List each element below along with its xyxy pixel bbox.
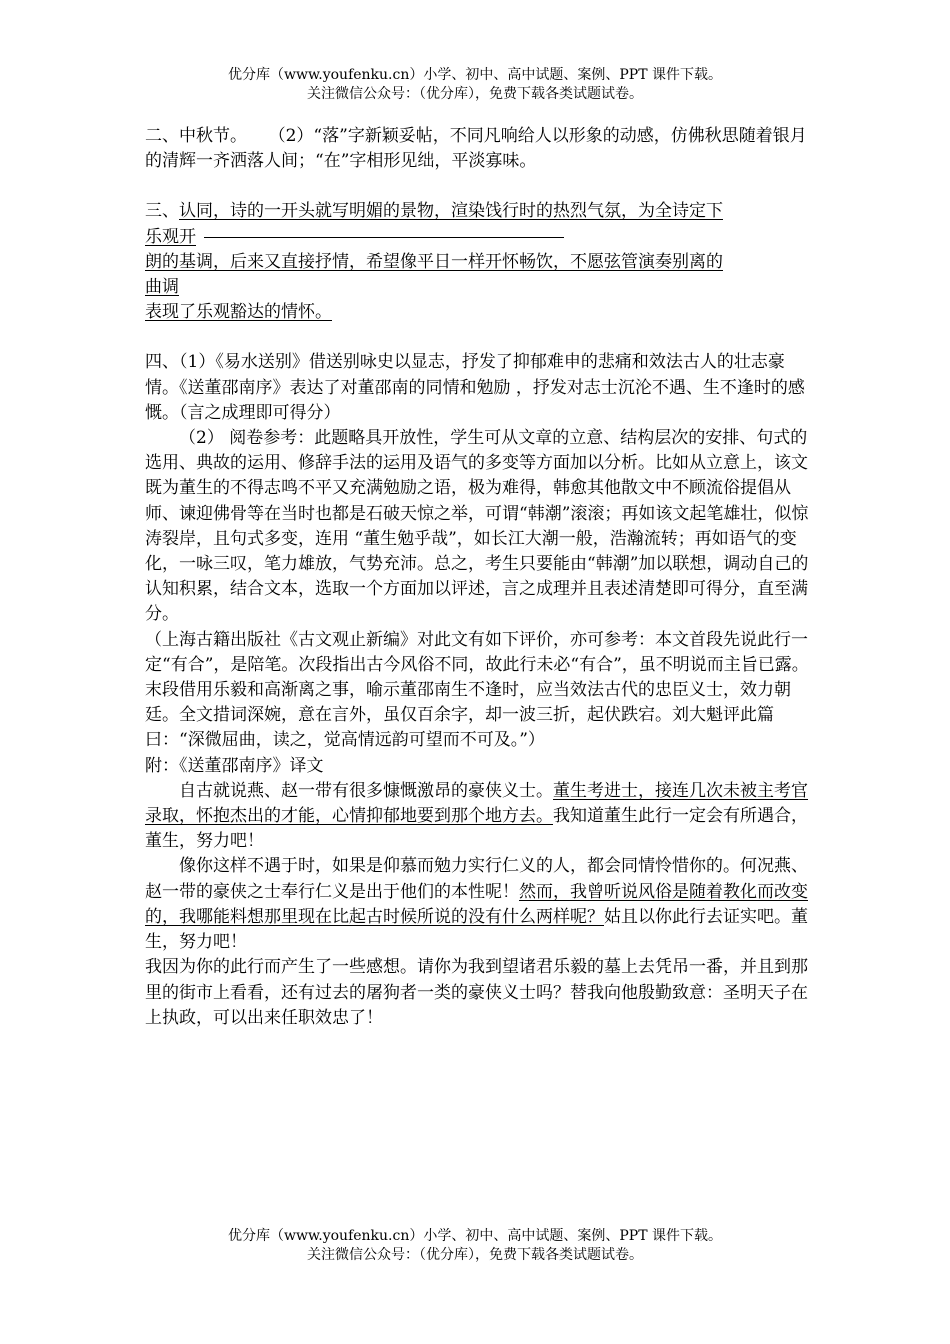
- section-3-line-3: 朗的基调，后来又直接抒情，希望像平日一样开怀畅饮，不愿弦管演奏别离的: [145, 251, 723, 272]
- appendix-p1-underlined: 董生考进士，接连几次未被主考官录取，怀抱杰出的才能，心情抑郁地要到那个地方去。: [145, 780, 808, 827]
- section-3-line-4: 曲调: [145, 277, 179, 298]
- section-2-answer: 二、中秋节。 （2）“落”字新颖妥帖，不同凡响给人以形象的动感，仿佛秋思随着银月的清辉一齐洒落人间；“在”字相形见绌，平淡寡味。: [145, 126, 807, 172]
- header-line-1: 优分库（www.youfenku.cn）小学、初中、高中试题、案例、PPT 课件下载。: [227, 67, 722, 83]
- appendix-paragraph-3: 我因为你的此行而产生了一些感想。请你为我到望诸君乐毅的墓上去凭吊一番，并且到那里的街市上看看，还有过去的屠狗者一类的豪侠义士吗？替我向他殷勤致意：圣明天子在上执政，可以出来任职效忠了！: [145, 957, 808, 1028]
- appendix-title: 附：《送董邵南序》译文: [145, 755, 324, 776]
- appendix-paragraph-2: [145, 854, 810, 955]
- section-4-part-2: （2） 阅卷参考：此题略具开放性，学生可从文章的立意、结构层次的安排、句式的选用、典故的运用、修辞手法的运用及语气的多变等方面加以分析。比如从立意上，该文既为董生的不得志鸣不平又充满勉励之语，极为难得，韩愈其他散文中不顾流俗提倡从师、谏迎佛骨等在当时也都是石破天惊之举，可谓“韩潮”滚滚；再如该文起笔雄壮，似惊涛裂岸，且句式多变，连用 “董生勉乎哉”，如长江大潮一般，浩瀚流转；再如语气的变化，一咏三叹，笔力雄放，气势充沛。总之，考生只要能由“韩潮”加以联想，调动自己的认知积累，结合文本，选取一个方面加以评述，言之成理并且表述清楚即可得分，直至满分。: [145, 428, 809, 625]
- section-3-line-2: 乐观开: [145, 226, 196, 247]
- footer-line-1: 优分库（www.youfenku.cn）小学、初中、高中试题、案例、PPT 课件下载。: [227, 1228, 722, 1244]
- appendix-p1-text-b: 我知道董生此行一定会有所遇合，董生，努力吧！: [145, 806, 808, 852]
- page-footer: [0, 1227, 950, 1265]
- appendix-paragraph-1: [145, 779, 810, 855]
- underline-blank: [204, 237, 564, 238]
- section-4-part-1: 四、（1）《易水送别》借送别咏史以显志，抒发了抑郁难申的悲痛和效法古人的壮志豪情。《送董邵南序》表达了对董邵南的同情和勉励 ，抒发对志士沉沦不遇、生不逢时的感慨。（言之成理即可得分）: [145, 352, 805, 423]
- footer-line-2: 关注微信公众号：（优分库），免费下载各类试题试卷。: [307, 1247, 643, 1263]
- section-3-line-5: 表现了乐观豁达的情怀。: [145, 302, 332, 323]
- section-3-line-1: 认同，诗的一开头就写明媚的景物，渲染饯行时的热烈气氛，为全诗定下: [179, 201, 723, 222]
- section-3-answer: [145, 199, 810, 325]
- page-header: [0, 66, 950, 104]
- appendix-p2-underlined: 然而，我曾听说风俗是随着教化而改变的，我哪能料想那里现在比起古时候所说的没有什么两样呢？: [145, 881, 808, 927]
- appendix-p1-text-a: 自古就说燕、赵一带有很多慷慨激昂的豪侠义士。: [179, 780, 553, 801]
- document-body: [145, 124, 810, 1031]
- appendix-p2-text-a: 像你这样不遇于时，如果是仰慕而勉力实行仁义的人，都会同情怜惜你的。何况燕、赵一带的豪侠之士奉行仁义是出于他们的本性呢！: [145, 856, 808, 902]
- section-3-prefix: 三、: [145, 201, 179, 222]
- appendix-p2-text-b: 姑且以你此行去证实吧。董生，努力吧！: [145, 906, 808, 953]
- header-line-2: 关注微信公众号：（优分库），免费下载各类试题试卷。: [307, 86, 643, 102]
- section-4-reference: （上海古籍出版社《古文观止新编》对此文有如下评价，亦可参考：本文首段先说此行一定“有合”，是陪笔。次段指出古今风俗不同，故此行未必“有合”，虽不明说而主旨已露。末段借用乐毅和高渐离之事，喻示董邵南生不逢时，应当效法古代的忠臣义士，效力朝廷。全文措词深婉，意在言外，虽仅百余字，却一波三折，起伏跌宕。刘大魁评此篇曰：“深微屈曲，读之，觉高情远韵可望而不可及。”）: [145, 629, 809, 751]
